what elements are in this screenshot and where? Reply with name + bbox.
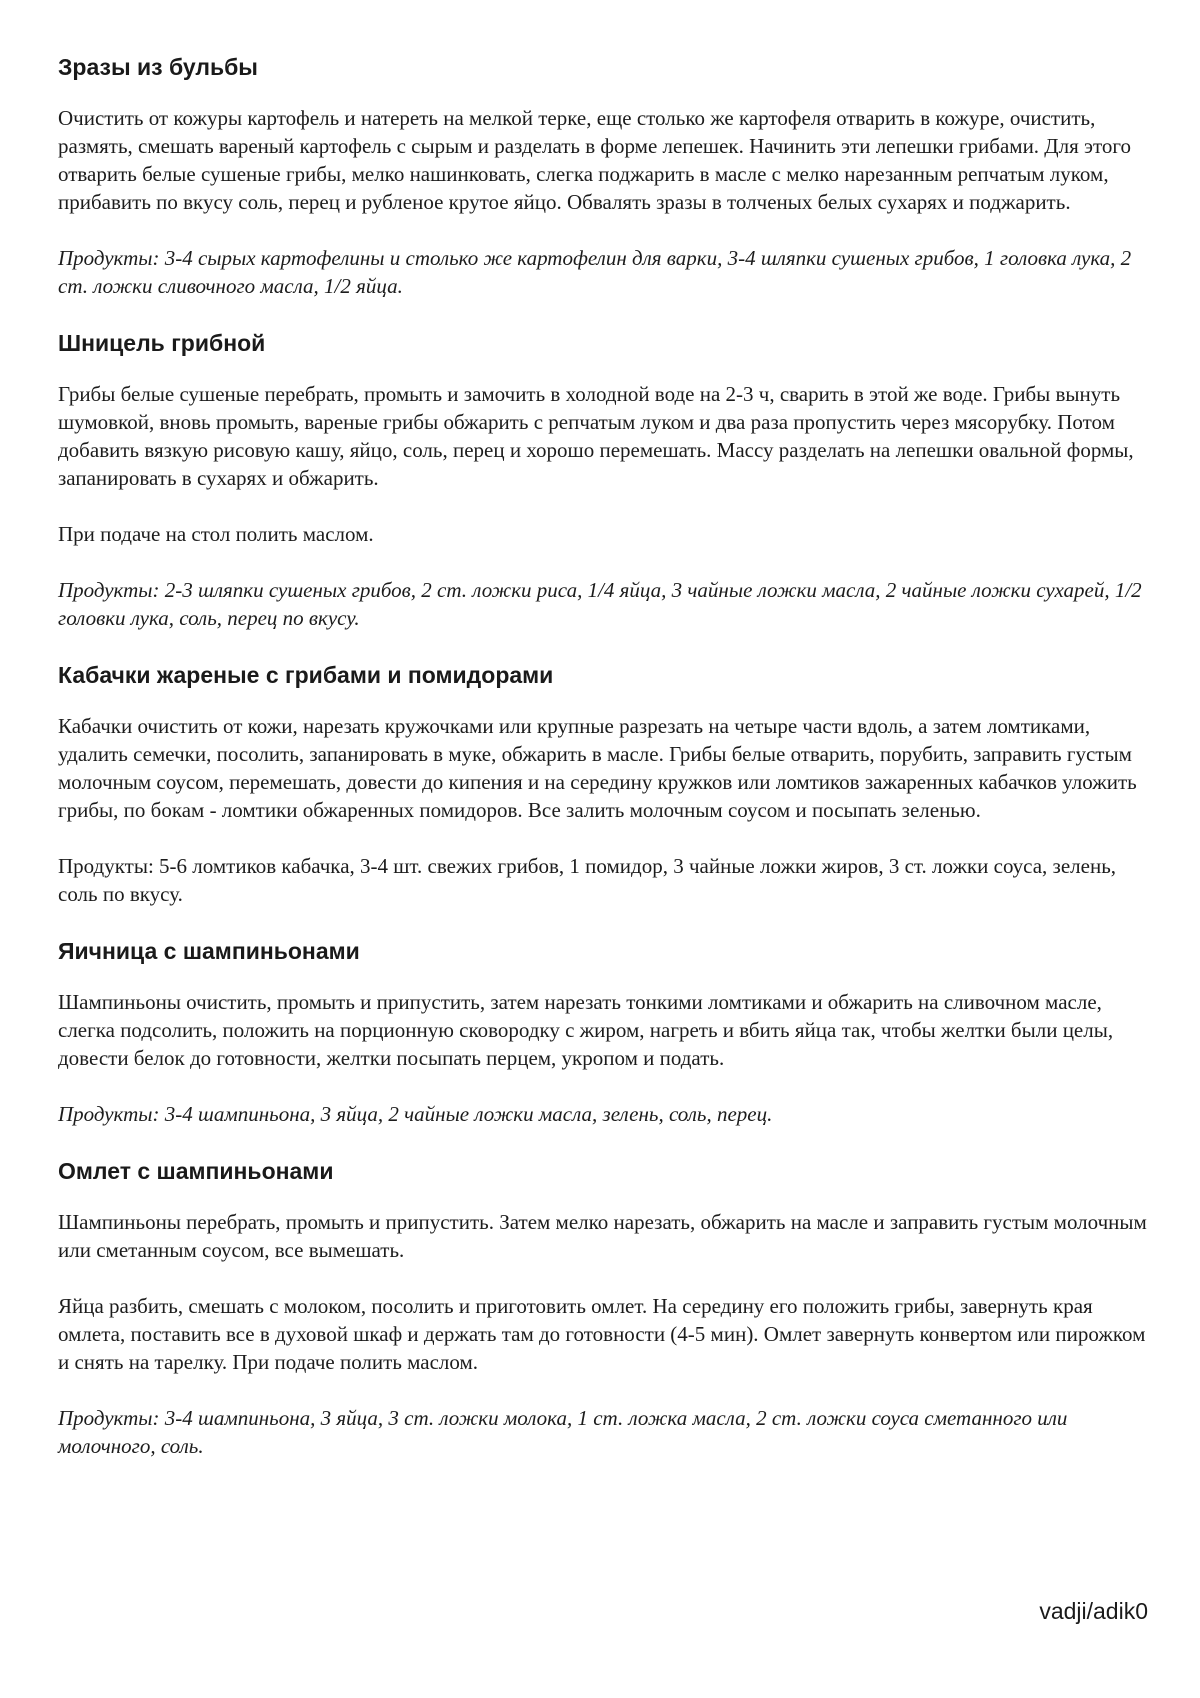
recipe-ingredients: Продукты: 3-4 шампиньона, 3 яйца, 2 чайные ложки масла, зелень, соль, перец. bbox=[58, 1102, 773, 1126]
document-page bbox=[58, 52, 1148, 1488]
recipe-ingredients: Продукты: 2-3 шляпки сушеных грибов, 2 ст. ложки риса, 1/4 яйца, 3 чайные ложки масла, 2 чайные ложки сухарей, 1/2 головки лука, соль, перец по вкусу. bbox=[58, 578, 1142, 630]
recipe-title: Кабачки жареные с грибами и помидорами bbox=[58, 662, 554, 688]
recipe-eggs-champignons bbox=[58, 936, 1148, 1128]
recipe-title: Зразы из бульбы bbox=[58, 54, 258, 80]
recipe-title: Шницель грибной bbox=[58, 330, 266, 356]
recipe-instructions: Шампиньоны перебрать, промыть и припустить. Затем мелко нарезать, обжарить на масле и заправить густым молочным или сметанным соусом, все вымешать. bbox=[58, 1210, 1147, 1262]
recipe-ingredients: Продукты: 3-4 сырых картофелины и столько же картофелин для варки, 3-4 шляпки сушеных грибов, 1 головка лука, 2 ст. ложки сливочного масла, 1/2 яйца. bbox=[58, 246, 1132, 298]
recipe-mushroom-schnitzel bbox=[58, 328, 1148, 632]
recipe-instructions-continued: Яйца разбить, смешать с молоком, посолить и приготовить омлет. На середину его положить грибы, завернуть края омлета, поставить все в духовой шкаф и держать там до готовности (4-5 мин). Омлет завернуть конвертом или пирожком и снять на тарелку. При подаче полить маслом. bbox=[58, 1294, 1146, 1374]
recipe-instructions: Шампиньоны очистить, промыть и припустить, затем нарезать тонкими ломтиками и обжарить на сливочном масле, слегка подсолить, положить на порционную сковородку с жиром, нагреть и вбить яйца так, чтобы желтки были целы, довести белок до готовности, желтки посыпать перцем, укропом и подать. bbox=[58, 990, 1114, 1070]
recipe-ingredients: Продукты: 5-6 ломтиков кабачка, 3-4 шт. свежих грибов, 1 помидор, 3 чайные ложки жиров, 3 ст. ложки соуса, зелень, соль по вкусу. bbox=[58, 854, 1117, 906]
recipe-instructions: Грибы белые сушеные перебрать, промыть и замочить в холодной воде на 2-3 ч, сварить в этой же воде. Грибы вынуть шумовкой, вновь промыть, вареные грибы обжарить с репчатым луком и два раза пропустить через мясорубку. Потом добавить вязкую рисовую кашу, яйцо, соль, перец и хорошо перемешать. Массу разделать на лепешки овальной формы, запанировать в сухарях и обжарить. bbox=[58, 382, 1134, 490]
recipe-instructions: Очистить от кожуры картофель и натереть на мелкой терке, еще столько же картофеля отварить в кожуре, очистить, размять, смешать вареный картофель с сырым и разделать в форме лепешек. Начинить эти лепешки грибами. Для этого отварить белые сушеные грибы, мелко нашинковать, слегка поджарить в масле с мелко нарезанным репчатым луком, прибавить по вкусу соль, перец и рубленое крутое яйцо. Обвалять зразы в толченых белых сухарях и поджарить. bbox=[58, 106, 1132, 214]
recipe-zrazy bbox=[58, 52, 1148, 300]
recipe-serving-note: При подаче на стол полить маслом. bbox=[58, 522, 374, 546]
recipe-title: Яичница с шампиньонами bbox=[58, 938, 360, 964]
recipe-instructions: Кабачки очистить от кожи, нарезать кружочками или крупные разрезать на четыре части вдоль, а затем ломтиками, удалить семечки, посолить, запанировать в муке, обжарить в масле. Грибы белые отварить, порубить, заправить густым молочным соусом, перемешать, довести до кипения и на середину кружков или ломтиков зажаренных кабачков уложить грибы, по бокам - ломтики обжаренных помидоров. Все залить молочным соусом и посыпать зеленью. bbox=[58, 714, 1137, 822]
recipe-title: Омлет с шампиньонами bbox=[58, 1158, 334, 1184]
recipe-omelet-champignons bbox=[58, 1156, 1148, 1460]
recipe-fried-zucchini bbox=[58, 660, 1148, 908]
author-signature: vadji/adik0 bbox=[1039, 1598, 1148, 1624]
recipe-ingredients: Продукты: 3-4 шампиньона, 3 яйца, 3 ст. ложки молока, 1 ст. ложка масла, 2 ст. ложки соуса сметанного или молочного, соль. bbox=[58, 1406, 1068, 1458]
